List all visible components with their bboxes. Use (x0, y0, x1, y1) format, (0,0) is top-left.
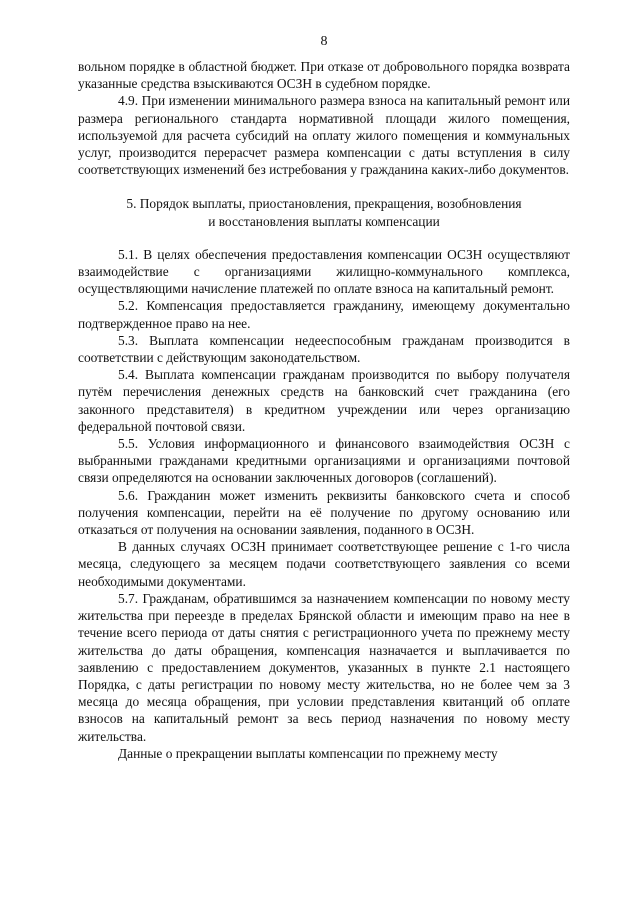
paragraph-5-4: 5.4. Выплата компенсации гражданам производится по выбору получателя путём перечисления денежных средств на банковский счет гражданина (его законного представителя) в кредитном учреждении или через организацию федеральной почтовой связи. (78, 367, 570, 434)
paragraph-5-5: 5.5. Условия информационного и финансового взаимодействия ОСЗН с выбранными гражданами кредитными организациями и организациями почтовой связи определяются на основании заключенных договоров (соглашений). (78, 436, 570, 486)
paragraph-5-7: 5.7. Гражданам, обратившимся за назначением компенсации по новому месту жительства при переезде в пределах Брянской области и имеющим право на нее в течение всего периода от даты снятия с регистрационного учета по прежнему месту жительства до даты обращения, компенсация назначается и выплачивается по заявлению с предоставлением документов, указанных в пункте 2.1 настоящего Порядка, с даты регистрации по новому месту жительства, но не более чем за 3 месяца до месяца обращения, при условии представления квитанций об оплате взносов на капитальный ремонт за весь период назначения по новому месту жительства. (78, 590, 570, 744)
paragraph-5-6: 5.6. Гражданин может изменить реквизиты банковского счета и способ получения компенсации, перейти на её получение по другому основанию или отказаться от получения на основании заявления, поданного в ОСЗН. (78, 487, 570, 538)
section-heading-line1: 5. Порядок выплаты, приостановления, прекращения, возобновления (126, 196, 522, 212)
paragraph-5-6-cont: В данных случаях ОСЗН принимает соответствующее решение с 1-го числа месяца, следующего за месяцем подачи соответствующего заявления со всеми необходимыми документами. (78, 539, 570, 589)
document-body (78, 58, 570, 762)
paragraph-last: Данные о прекращении выплаты компенсации по прежнему месту (118, 745, 498, 761)
paragraph-5-1: 5.1. В целях обеспечения предоставления компенсации ОСЗН осуществляют взаимодействие с организациями жилищно-коммунального комплекса, осуществляющими начисление платежей по оплате взноса на капитальный ремонт. (78, 246, 570, 297)
page-number: 8 (320, 34, 328, 49)
paragraph-4-9: 4.9. При изменении минимального размера взноса на капитальный ремонт или размера регионального стандарта нормативной площади жилого помещения, используемой для расчета субсидий на оплату жилого помещения и коммунальных услуг, производится перерасчет размера компенсации с даты вступления в силу соответствующих изменений без истребования у гражданина каких-либо документов. (78, 93, 570, 178)
section-heading-line2: и восстановления выплаты компенсации (208, 213, 440, 229)
paragraph-5-3: 5.3. Выплата компенсации недееспособным гражданам производится в соответствии с действующим законодательством. (78, 332, 570, 366)
paragraph-5-2: 5.2. Компенсация предоставляется гражданину, имеющему документально подтвержденное право на нее. (78, 298, 570, 331)
section-heading (78, 195, 570, 229)
paragraph-continuation: вольном порядке в областной бюджет. При отказе от добровольного порядка возврата указанные средства взыскиваются ОСЗН в судебном порядке. (78, 59, 570, 92)
